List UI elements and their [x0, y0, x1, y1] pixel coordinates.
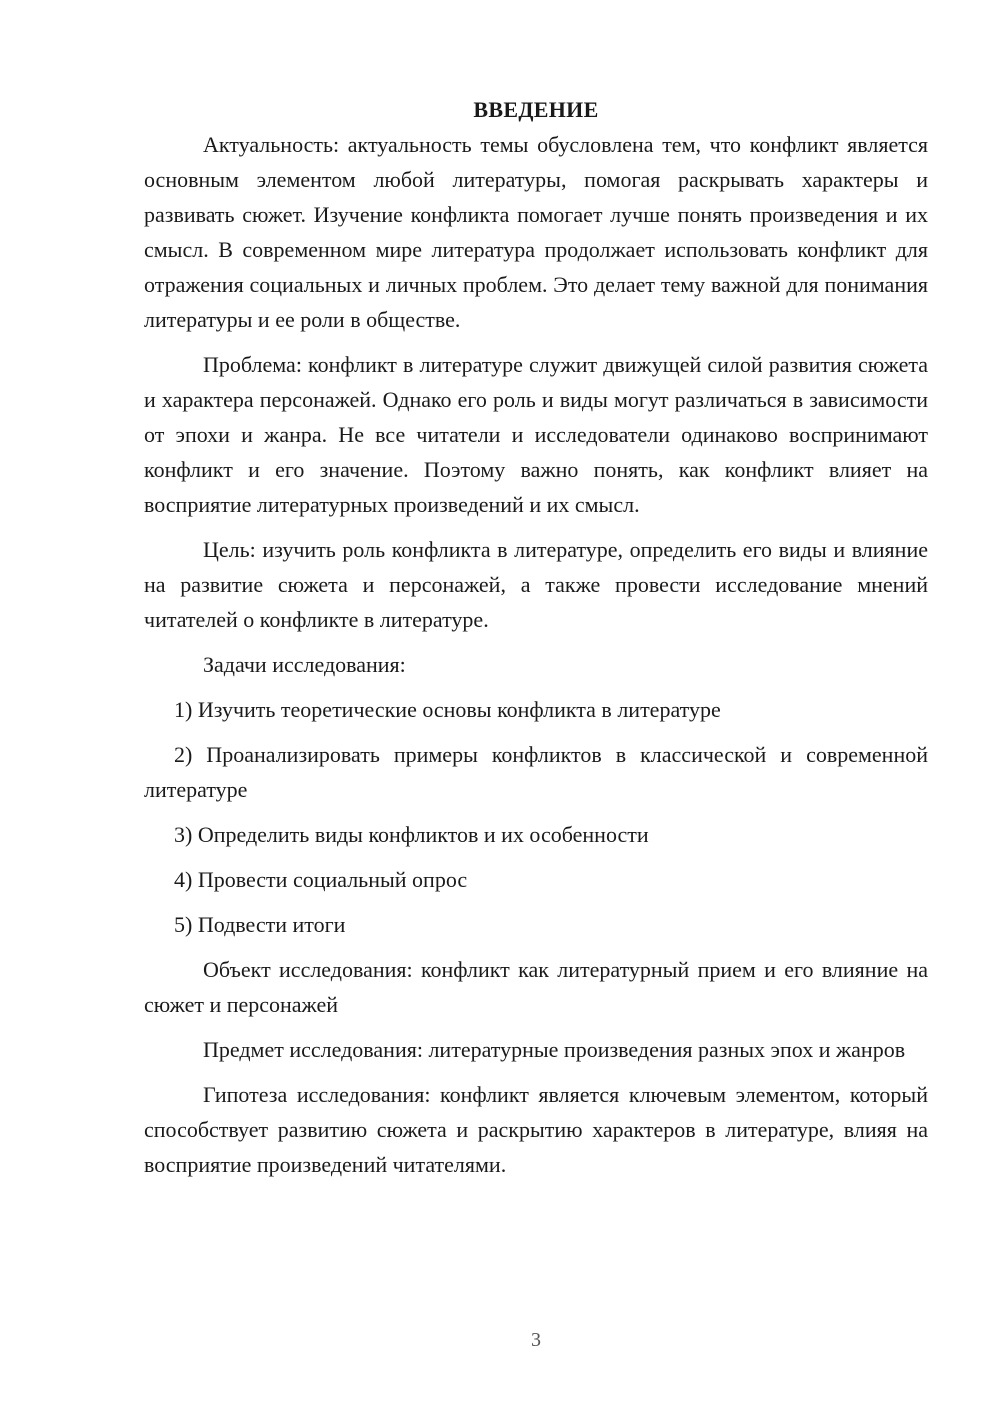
task-item: 5) Подвести итоги — [174, 912, 346, 937]
document-page — [144, 92, 928, 1192]
subject-paragraph: Предмет исследования: литературные произведения разных эпох и жанров — [203, 1037, 906, 1062]
tasks-heading: Задачи исследования: — [203, 652, 406, 677]
object-paragraph: Объект исследования: конфликт как литературный прием и его влияние на сюжет и персонажей — [144, 957, 928, 1017]
task-item: 4) Провести социальный опрос — [174, 867, 468, 892]
problem-paragraph: Проблема: конфликт в литературе служит движущей силой развития сюжета и характера персонажей. Однако его роль и виды могут различаться в зависимости от эпохи и жанра. Не все читатели и исследователи одинаково воспринимают конфликт и его значение. Поэтому важно понять, как конфликт влияет на восприятие литературных произведений и их смысл. — [144, 352, 928, 517]
task-item: 3) Определить виды конфликтов и их особенности — [174, 822, 649, 847]
task-item: 1) Изучить теоретические основы конфликта в литературе — [174, 697, 721, 722]
page-number: 3 — [531, 1329, 541, 1351]
section-title: ВВЕДЕНИЕ — [473, 97, 599, 122]
relevance-paragraph: Актуальность: актуальность темы обусловлена тем, что конфликт является основным элементом любой литературы, помогая раскрывать характеры и развивать сюжет. Изучение конфликта помогает лучше понять произведения и их смысл. В современном мире литература продолжает использовать конфликт для отражения социальных и личных проблем. Это делает тему важной для понимания литературы и ее роли в обществе. — [144, 132, 928, 332]
hypothesis-paragraph: Гипотеза исследования: конфликт является ключевым элементом, который способствует развитию сюжета и раскрытию характеров в литературе, влияя на восприятие произведений читателями. — [144, 1082, 928, 1177]
goal-paragraph: Цель: изучить роль конфликта в литературе, определить его виды и влияние на развитие сюжета и персонажей, а также провести исследование мнений читателей о конфликте в литературе. — [144, 537, 928, 632]
task-item: 2) Проанализировать примеры конфликтов в классической и современной литературе — [144, 742, 928, 802]
